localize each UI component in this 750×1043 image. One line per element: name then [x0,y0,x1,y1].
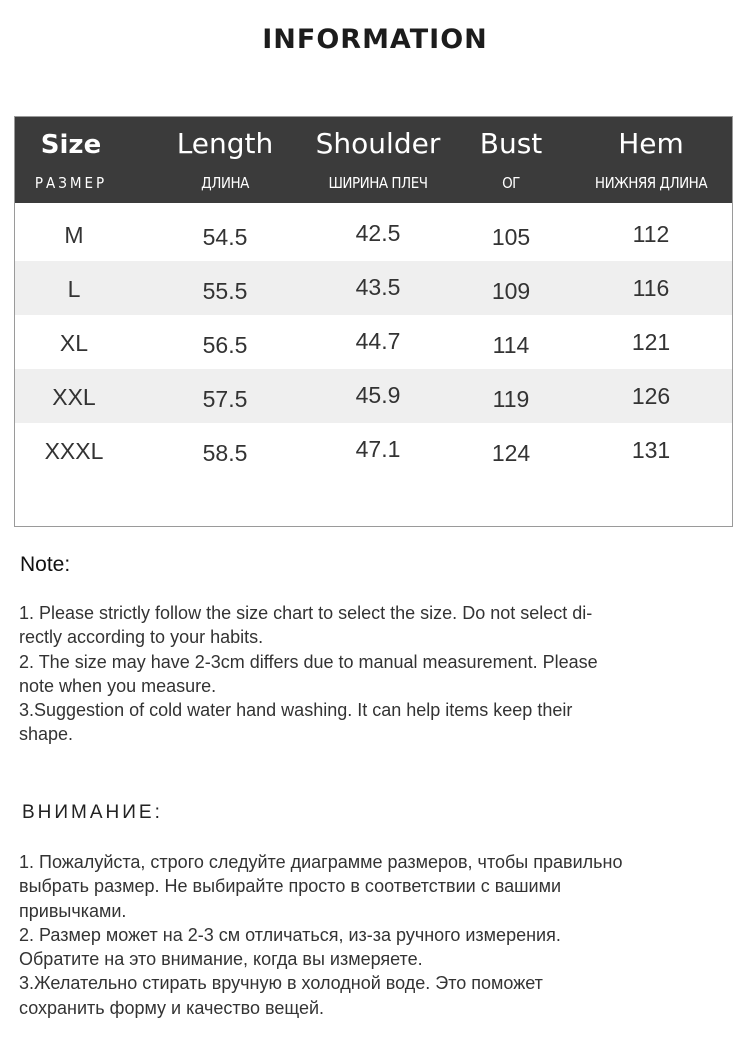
size-cell: XXXL [44,438,104,464]
size-chart [14,116,733,527]
ru-note-text [19,850,731,1020]
ru-note-line: сохранить форму и качество вещей. [19,997,325,1018]
note-line: 2. The size may have 2-3cm differs due to manual measurement. Please [19,651,598,672]
hem-cell: 121 [631,329,671,355]
ru-note-title: ВНИМАНИЕ: [22,802,163,823]
header-hem-en: Hem [618,127,684,160]
hem-cell: 126 [631,383,671,409]
length-cell: 58.5 [202,440,248,466]
header-length-en: Length [176,127,274,160]
table-row [15,369,732,423]
bust-cell: 124 [491,440,531,466]
size-cell: XXL [52,384,96,410]
note-line: note when you measure. [19,675,217,696]
length-cell: 54.5 [202,224,248,250]
header-size [15,117,127,203]
header-shoulder [305,117,451,203]
shoulder-cell: 43.5 [355,274,401,300]
shoulder-cell: 45.9 [355,382,401,408]
shoulder-cell: 44.7 [355,328,401,354]
table-row [15,261,732,315]
ru-note-line: 3.Желательно стирать вручную в холодной воде. Это поможет [19,973,543,994]
length-cell: 56.5 [202,332,248,358]
header-size-ru: РАЗМЕР [34,174,108,192]
length-cell: 57.5 [202,386,248,412]
header-bust-ru: ОГ [502,174,520,192]
hem-cell: 131 [631,437,671,463]
header-length-ru: ДЛИНА [201,174,249,192]
bust-cell: 109 [491,278,531,304]
note-line: 3.Suggestion of cold water hand washing. It can help items keep their [19,700,573,721]
note-line: rectly according to your habits. [19,627,264,648]
ru-note-line: привычками. [19,900,127,921]
page-title: INFORMATION [262,24,488,55]
hem-cell: 112 [632,221,670,247]
note-text [19,601,731,747]
header-bust [461,117,561,203]
ru-note-line: 1. Пожалуйста, строго следуйте диаграмме размеров, чтобы правильно [19,852,623,872]
table-row [15,207,732,261]
header-size-en: Size [40,130,102,160]
header-shoulder-ru: ШИРИНА ПЛЕЧ [328,174,428,192]
size-chart-header [15,117,732,203]
shoulder-cell: 42.5 [355,220,401,246]
hem-cell: 116 [632,275,670,301]
header-bust-en: Bust [479,127,543,160]
length-cell: 55.5 [202,278,248,304]
header-hem-ru: НИЖНЯЯ ДЛИНА [594,174,708,192]
bust-cell: 105 [491,224,531,250]
note-line: 1. Please strictly follow the size chart to select the size. Do not select di- [19,603,593,623]
header-shoulder-en: Shoulder [315,127,441,160]
bust-cell: 119 [492,386,530,412]
bust-cell: 114 [492,332,530,358]
ru-note-line: выбрать размер. Не выбирайте просто в соответствии с вашими [19,876,562,897]
note-line: shape. [19,724,74,745]
table-row [15,315,732,369]
table-row [15,423,732,477]
ru-note-line: 2. Размер может на 2-3 см отличаться, из-за ручного измерения. [19,924,561,945]
shoulder-cell: 47.1 [355,436,401,462]
size-cell: L [67,276,81,302]
size-cell: M [64,222,84,248]
size-cell: XL [59,330,89,356]
header-hem [581,117,721,203]
header-length [155,117,295,203]
ru-note-line: Обратите на это внимание, когда вы измеряете. [19,949,423,970]
note-title: Note: [20,553,71,576]
